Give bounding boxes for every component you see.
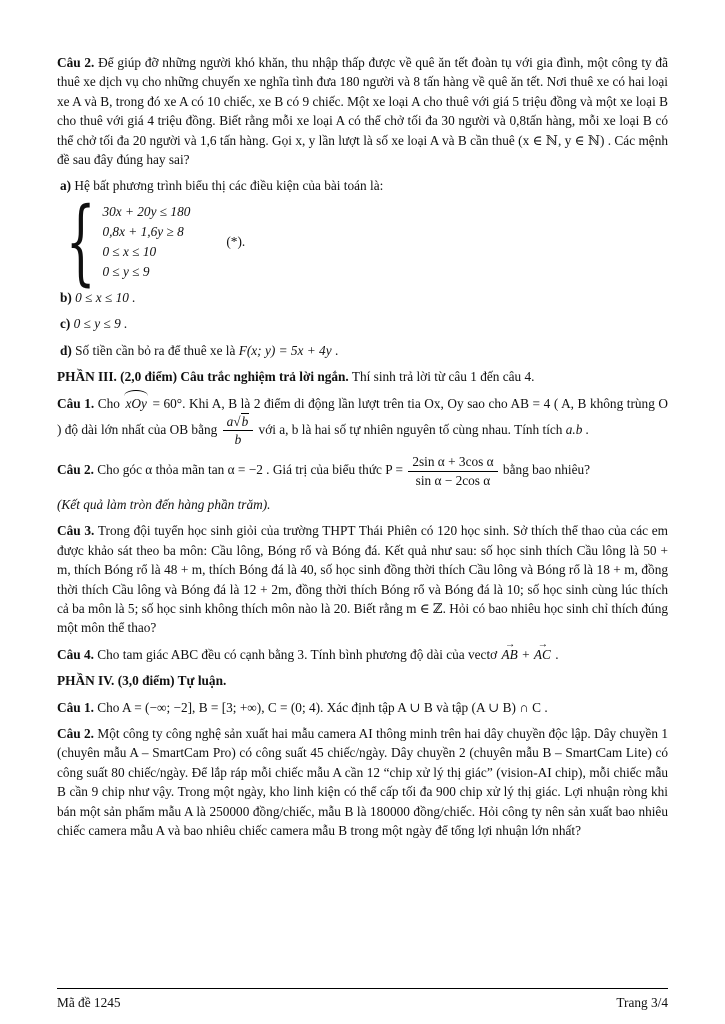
system-tag: (*). — [226, 234, 246, 250]
part-heading-text: PHẦN III. (2,0 điểm) Câu trắc nghiệm trả lời ngắn. — [57, 369, 349, 385]
part4-heading — [57, 671, 668, 690]
question-label: Câu 4. — [57, 646, 94, 662]
question-label: Câu 2. — [57, 462, 94, 478]
rounding-note: (Kết quả làm tròn đến hàng phần trăm). — [57, 497, 271, 512]
question-text: Để giúp đỡ những người khó khăn, thu nhập thấp được về quê ăn tết đoàn tụ với gia đình, một công ty đã thuê xe dịch vụ cho những chuyến xe nghĩa tình đưa 180 người và 8 tấn hàng về quê ăn tết. Nơi thuê xe có hai loại xe A và B, trong đó xe A có 10 chiếc, xe B có 9 chiếc. Một xe loại A cho thuê với giá 5 triệu đồng và một xe loại B cho thuê với giá 4 triệu đồng. Biết rằng mỗi xe loại A có thể chở tối đa 30 người và 0,8tấn hàng, mỗi xe loại B có thể chở tối đa 20 người và 1,6 tấn hàng. Gọi x, y lần lượt là số xe loại A và B cần thuê (x ∈ ℕ, y ∈ ℕ) . Các mệnh đề sau đây đúng hay sai? — [57, 55, 668, 168]
system-line: 0 ≤ y ≤ 9 — [102, 263, 150, 279]
fraction-numerator: a√b — [223, 414, 254, 431]
part3-question-2 — [57, 454, 668, 488]
system-line: 30x + 20y ≤ 180 — [102, 203, 191, 219]
question-text: = 60°. Khi A, B là 2 điểm di động lần lượt trên tia Ox, Oy sao cho AB = 4 ( A, B không trùng O ) độ dài lớn nhất của OB bằng — [57, 396, 669, 437]
system-brace: { — [65, 186, 96, 296]
question-text: bằng bao nhiêu? — [499, 462, 591, 478]
system-line: 0 ≤ x ≤ 10 — [102, 243, 157, 259]
statement-a — [60, 176, 668, 195]
part-heading-text: PHẦN IV. (3,0 điểm) Tự luận. — [57, 673, 227, 689]
fraction-numerator: 2sin α + 3cos α — [408, 454, 497, 471]
sqrt-symbol: √ — [233, 413, 241, 429]
question-label: Câu 2. — [57, 55, 95, 70]
statement-label: a) — [60, 178, 72, 194]
part3-question-1 — [57, 393, 668, 447]
fraction — [221, 414, 256, 448]
system-line: 0,8x + 1,6y ≥ 8 — [102, 223, 184, 239]
question-text: Cho A = (−∞; −2], B = [3; +∞), C = (0; 4). Xác định tập A ∪ B và tập (A ∪ B) ∩ C . — [97, 699, 548, 715]
part3-question-3 — [57, 521, 668, 637]
statement-d — [60, 341, 668, 360]
part3-heading — [57, 367, 668, 386]
statement-label: b) — [60, 289, 72, 305]
statement-end: . — [331, 342, 339, 358]
part4-question-2 — [57, 724, 668, 840]
fraction-denominator: b — [234, 432, 242, 448]
statement-text: Số tiền cần bỏ ra để thuê xe là — [75, 342, 239, 358]
angle-hat-notation: xOy — [123, 393, 148, 413]
statement-text: Hệ bất phương trình biểu thị các điều kiện của bài toán là: — [74, 178, 384, 194]
question-end: . — [551, 646, 559, 662]
statement-formula: F(x; y) = 5x + 4y — [238, 342, 332, 358]
part4-question-1 — [57, 698, 668, 717]
vector-AB: → AB — [501, 645, 519, 664]
question-label: Câu 1. — [57, 699, 94, 715]
question-answer-expression: a.b . — [565, 421, 590, 437]
question-text: Cho góc α thỏa mãn tan α = −2 . Giá trị của biểu thức P = — [97, 462, 407, 478]
question-label: Câu 2. — [57, 726, 95, 742]
question-text: Cho — [97, 396, 124, 412]
question-label: Câu 1. — [57, 396, 95, 412]
question-text: với a, b là hai số tự nhiên nguyên tố cùng nhau. Tính tích — [255, 421, 566, 437]
exam-code: Mã đề 1245 — [57, 994, 121, 1010]
system-lines — [102, 203, 190, 281]
part3-question-4 — [57, 645, 668, 664]
operator-plus: + — [518, 646, 533, 662]
page-footer — [57, 988, 668, 1012]
statement-label: c) — [60, 316, 71, 332]
question-text: Cho tam giác ABC đều có cạnh bằng 3. Tính bình phương độ dài của vectơ — [97, 646, 501, 662]
statement-label: d) — [60, 342, 72, 358]
page-number: Trang 3/4 — [616, 994, 668, 1010]
question-2-part2 — [57, 53, 668, 169]
sqrt-argument: b — [241, 413, 249, 429]
question-text: Trong đội tuyển học sinh giỏi của trường THPT Thái Phiên có 120 học sinh. Sở thích thể thao của các em được khảo sát theo ba môn: Cầu lông, Bóng rổ và Bóng đá. Kết quả như sau: số học sinh thích Cầu lông là 50 + m, thích Bóng rổ là 48 + m, thích Bóng đá là 40, số học sinh đồng thời thích Cầu lông và Bóng rổ là 18 + m, đồng thời thích Cầu lông và Bóng đá là 12 + 2m, đồng thời thích Bóng rổ và Bóng đá là 10; số học sinh cùng lúc thích cả ba môn là 5; số học sinh không thích môn nào là 20. Biết rằng m ∈ ℤ. Hỏi có bao nhiêu học sinh chỉ thích đúng một môn thể thao? — [57, 523, 668, 636]
statement-b — [60, 288, 668, 307]
fraction-denominator: sin α − 2cos α — [415, 472, 491, 488]
statement-c — [60, 314, 668, 333]
part-heading-note: Thí sinh trả lời từ câu 1 đến câu 4. — [348, 369, 535, 385]
question-text: Một công ty công nghệ sản xuất hai mẫu camera AI thông minh trên hai dây chuyền độc lập. Dây chuyền 1 (chuyên mẫu A – SmartCam Pro) có công suất 45 chiếc/ngày. Dây chuyền 2 (chuyên mẫu B – SmartCam Lite) có công suất 80 chiếc/ngày. Để lắp ráp mỗi chiếc mẫu A cần 12 “chip xử lý thị giác” (vision-AI chip), mỗi chiếc mẫu B cần 9 chip như vậy. Trong một ngày, kho linh kiện có thể cấp tối đa 900 chip xử lý thị giác. Lợi nhuận ròng khi bán một sản phẩm mẫu A là 250000 đồng/chiếc, mẫu B là 180000 đồng/chiếc. Hỏi công ty nên sản xuất bao nhiêu chiếc camera mẫu A và bao nhiêu chiếc camera mẫu B trong một ngày để tổng lợi nhuận lớn nhất? — [57, 726, 669, 839]
fraction — [406, 454, 499, 488]
question-label: Câu 3. — [57, 523, 95, 539]
statement-formula: 0 ≤ x ≤ 10 . — [75, 289, 136, 305]
vector-AC: → AC — [533, 645, 552, 664]
statement-formula: 0 ≤ y ≤ 9 . — [73, 316, 128, 332]
